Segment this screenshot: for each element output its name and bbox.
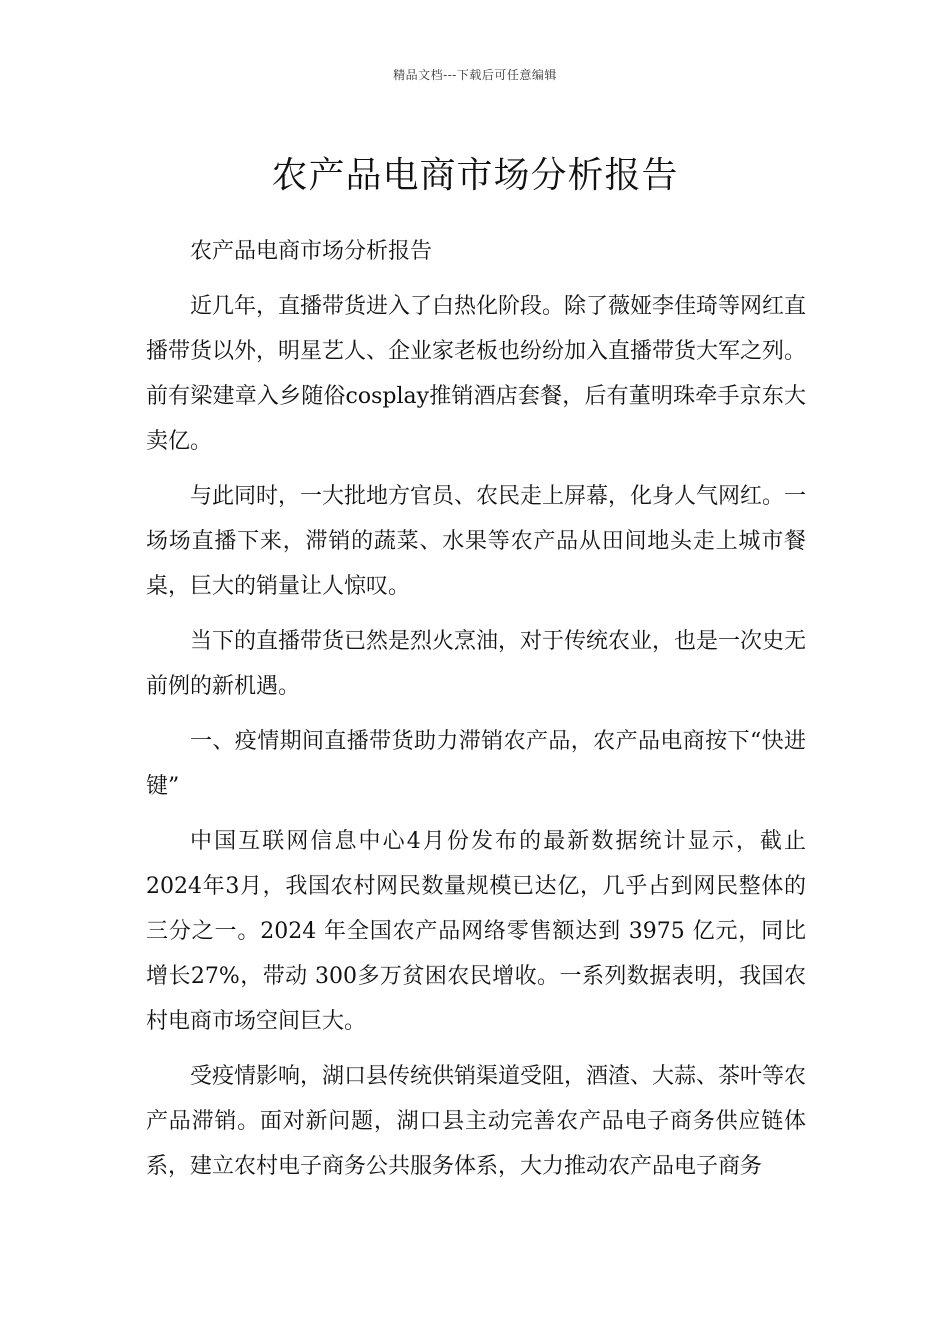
header-note: 精品文档---下载后可任意编辑: [393, 68, 557, 82]
section-heading: 一、疫情期间直播带货助力滞销农产品，农产品电商按下“快进键”: [146, 729, 806, 799]
document-title: 农产品电商市场分析报告: [271, 155, 679, 197]
body-paragraph: 中国互联网信息中心4月份发布的最新数据统计显示，截止2024年3月，我国农村网民数量规模已达亿，几乎占到网民整体的三分之一。2024 年全国农产品网络零售额达到 3975 亿元，同比增长27%，带动 300多万贫困农民增收。一系列数据表明，我国农村电商市场空间巨大。: [146, 829, 806, 1034]
body-paragraph: 农产品电商市场分析报告: [190, 239, 433, 264]
document-body: [146, 229, 806, 1199]
body-paragraph: 当下的直播带货已然是烈火烹油，对于传统农业，也是一次史无前例的新机遇。: [146, 629, 807, 699]
body-paragraph: 近几年，直播带货进入了白热化阶段。除了薇娅李佳琦等网红直播带货以外，明星艺人、企业家老板也纷纷加入直播带货大军之列。前有梁建章入乡随俗cosplay推销酒店套餐，后有董明珠牵手京东大卖亿。: [146, 294, 807, 454]
body-paragraph: 与此同时，一大批地方官员、农民走上屏幕，化身人气网红。一场场直播下来，滞销的蔬菜、水果等农产品从田间地头走上城市餐桌，巨大的销量让人惊叹。: [146, 484, 807, 599]
body-paragraph: 受疫情影响，湖口县传统供销渠道受阻，酒渣、大蒜、茶叶等农产品滞销。面对新问题，湖口县主动完善农产品电子商务供应链体系，建立农村电子商务公共服务体系，大力推动农产品电子商务: [146, 1064, 807, 1179]
